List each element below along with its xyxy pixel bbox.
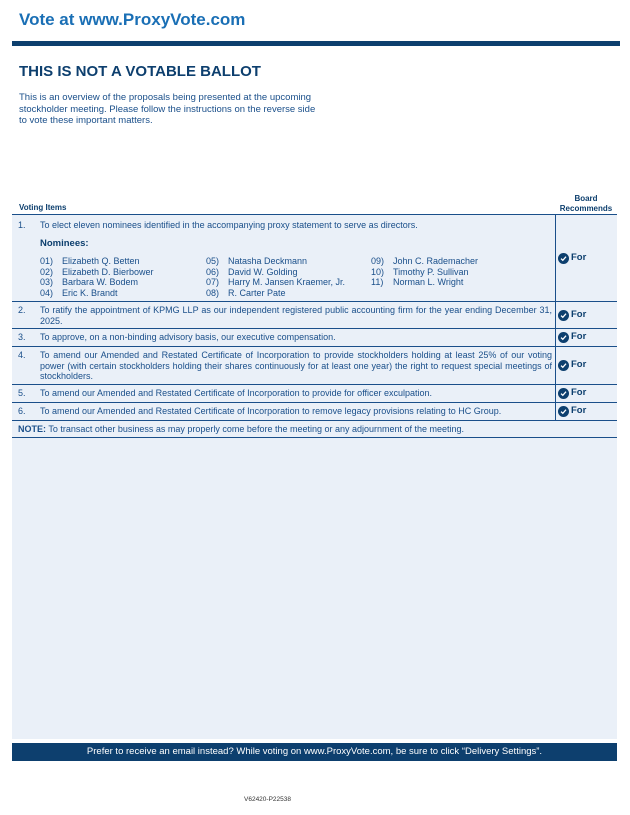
nominee: 03) Barbara W. Bodem	[40, 277, 139, 287]
check-circle-icon	[558, 388, 569, 399]
item-text: To amend our Amended and Restated Certificate of Incorporation to provide stockholders holding at least 25% of our voting power (with certain stockholders holding their shares continuously for at least one year) the right to request special meetings of stockholders.	[40, 350, 552, 381]
item-number: 2.	[18, 305, 26, 315]
nominee: 02) Elizabeth D. Bierbower	[40, 266, 154, 277]
voting-item-6	[12, 403, 617, 421]
item-text: To amend our Amended and Restated Certificate of Incorporation to provide for officer exculpation.	[40, 388, 433, 398]
board-recommendation	[558, 406, 586, 417]
check-circle-icon	[558, 253, 569, 264]
recommendation-label: For	[571, 331, 587, 343]
board-recommendation	[558, 388, 586, 399]
recommendation-label: For	[571, 387, 587, 399]
voting-item-5	[12, 385, 617, 403]
board-recommendation	[558, 360, 586, 371]
item-number: 1.	[18, 220, 26, 230]
nominee: 05) Natasha Deckmann	[206, 256, 308, 266]
board-recommendation	[558, 253, 586, 264]
nominee: 07) Harry M. Jansen Kraemer, Jr.	[206, 277, 346, 287]
footer-banner: Prefer to receive an email instead? While voting on www.ProxyVote.com, be sure to click “Delivery Settings”.	[12, 743, 617, 761]
voting-item-3	[12, 329, 617, 347]
nominees-column-2	[206, 256, 345, 298]
recommendation-label: For	[571, 359, 587, 371]
nominee: 06) David W. Golding	[206, 266, 298, 277]
item-number: 3.	[18, 332, 26, 342]
board-recommendation	[558, 332, 586, 343]
item-text: To elect eleven nominees identified in the accompanying proxy statement to serve as directors.	[40, 220, 418, 230]
note-label: NOTE:	[18, 424, 46, 434]
recommendation-label: For	[571, 405, 587, 417]
recommendation-label: For	[571, 252, 587, 264]
nominees-column-1	[40, 256, 154, 298]
item-text: To approve, on a non-binding advisory basis, our executive compensation.	[40, 332, 336, 342]
note-row	[12, 422, 617, 438]
nominee: 04) Eric K. Brandt	[40, 287, 118, 298]
check-circle-icon	[558, 406, 569, 417]
nominee: 11) Norman L. Wright	[371, 277, 464, 287]
board-recommends-header: Board Recommends	[559, 194, 613, 213]
check-circle-icon	[558, 360, 569, 371]
nominee: 09) John C. Rademacher	[371, 256, 479, 266]
top-rule	[12, 41, 620, 46]
nominee: 10) Timothy P. Sullivan	[371, 266, 469, 277]
check-circle-icon	[558, 310, 569, 321]
board-recommendation	[558, 310, 586, 321]
check-circle-icon	[558, 332, 569, 343]
document-code: V62420-P22538	[244, 796, 291, 803]
ballot-title: THIS IS NOT A VOTABLE BALLOT	[19, 63, 261, 80]
nominees-column-3	[371, 256, 478, 288]
nominees-label: Nominees:	[40, 238, 89, 249]
voting-item-4	[12, 347, 617, 385]
intro-text: This is an overview of the proposals being presented at the upcoming stockholder meeting. Please follow the instructions on the reverse side to vote these important matters.	[19, 92, 316, 127]
nominee: 08) R. Carter Pate	[206, 287, 286, 298]
item-number: 6.	[18, 406, 26, 416]
voting-item-2	[12, 302, 617, 329]
header-title: Vote at www.ProxyVote.com	[19, 10, 246, 29]
item-text: To ratify the appointment of KPMG LLP as our independent registered public accounting firm for the year ending December 31, 2025.	[40, 305, 552, 326]
nominee: 01) Elizabeth Q. Betten	[40, 256, 140, 266]
note-text: To transact other business as may properly come before the meeting or any adjournment of the meeting.	[46, 424, 465, 434]
voting-items-header: Voting Items	[19, 203, 67, 212]
item-number: 5.	[18, 388, 26, 398]
item-text: To amend our Amended and Restated Certificate of Incorporation to remove legacy provisions relating to HC Group.	[40, 406, 502, 416]
voting-item-1	[12, 215, 617, 302]
recommendation-label: For	[571, 309, 587, 321]
item-number: 4.	[18, 350, 26, 360]
